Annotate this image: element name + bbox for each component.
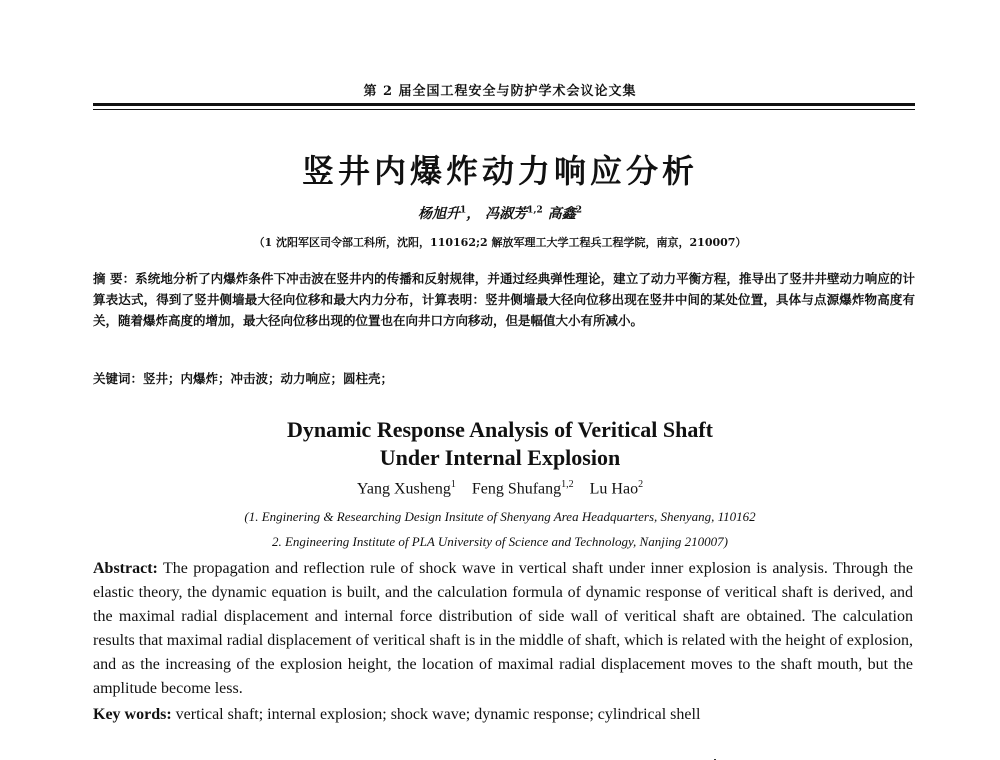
chinese-keywords-text: 竖井；内爆炸；冲击波；动力响应；圆柱壳； [143, 371, 394, 386]
header-rule-thick [93, 103, 915, 106]
chinese-abstract-label: 摘 要： [93, 271, 136, 286]
english-abstract-label: Abstract: [93, 560, 158, 577]
chinese-title: 竖井内爆炸动力响应分析 [301, 152, 698, 190]
author-affil-mark: 1 [450, 479, 456, 490]
english-keywords [93, 706, 913, 724]
chinese-abstract-text: 系统地分析了内爆炸条件下冲击波在竖井内的传播和反射规律，并通过经典弹性理论，建立了动力平衡方程，推导出了竖井井壁动力响应的计算表达式，得到了竖井侧墙最大径向位移和最大内力分布，计算表明：竖井侧墙最大径向位移出现在竖井中间的某处位置，具体与点源爆炸物高度有关，随着爆炸高度的增加，最大径向位移出现的位置也在向井口方向移动，但是幅值大小有所减小。 [93, 271, 915, 328]
author-affil-mark: 2 [575, 205, 582, 216]
author-affil-mark: 1,2 [527, 205, 543, 216]
author-name: 冯淑芳 [485, 206, 528, 222]
author-affil-mark: 1 [460, 205, 467, 216]
author-name: Feng Shufang [471, 480, 562, 498]
english-abstract [93, 557, 913, 701]
chinese-abstract [93, 268, 915, 331]
english-affiliation-1: (1. Enginering & Researching Design Insitute of Shenyang Area Headquarters, Shenyang, 110162 [244, 509, 756, 524]
english-title [0, 416, 1000, 472]
chinese-keywords-label: 关键词： [93, 371, 144, 386]
chinese-affiliation: （1 沈阳军区司令部工科所，沈阳，110162;2 解放军理工大学工程兵工程学院，南京，210007） [253, 236, 747, 249]
author-affil-mark: 2 [638, 479, 644, 490]
english-keywords-text: vertical shaft; internal explosion; shock wave; dynamic response; cylindrical shell [175, 706, 701, 723]
author-affil-mark: 1,2 [561, 479, 574, 490]
english-title-line2: Under Internal Explosion [379, 445, 621, 470]
english-keywords-label: Key words: [93, 706, 172, 723]
header-rule-thin [93, 109, 915, 110]
chinese-authors [0, 203, 1000, 223]
english-title-line1: Dynamic Response Analysis of Veritical Shaft [287, 417, 713, 442]
english-authors [0, 479, 1000, 498]
author-name: Lu Hao [589, 480, 639, 498]
english-affiliation-2: 2. Engineering Institute of PLA University of Science and Technology, Nanjing 210007) [271, 534, 729, 549]
author-name: 杨旭升 [418, 206, 461, 222]
proceedings-header: 第 2 届全国工程安全与防护学术会议论文集 [363, 84, 637, 99]
english-abstract-text: The propagation and reflection rule of shock wave in vertical shaft under inner explosion is analysis. Through the elastic theory, the dynamic equation is built, and the calculation formula of dynamic response of veritical shaft is derived, and the maximal radial displacement and internal force distribution of side wall of veritical shaft are obtained. The calculation results that maximal radial displacement of veritical shaft is in the middle of shaft, which is related with the height of explosion, and as the increasing of the explosion height, the location of maximal radial displacement moves to the shaft mouth, but the amplitude become less. [93, 560, 913, 697]
author-name: 高鑫 [547, 206, 576, 222]
chinese-keywords [93, 369, 915, 387]
author-name: Yang Xusheng [356, 480, 451, 498]
author-separator: ， [466, 206, 481, 222]
